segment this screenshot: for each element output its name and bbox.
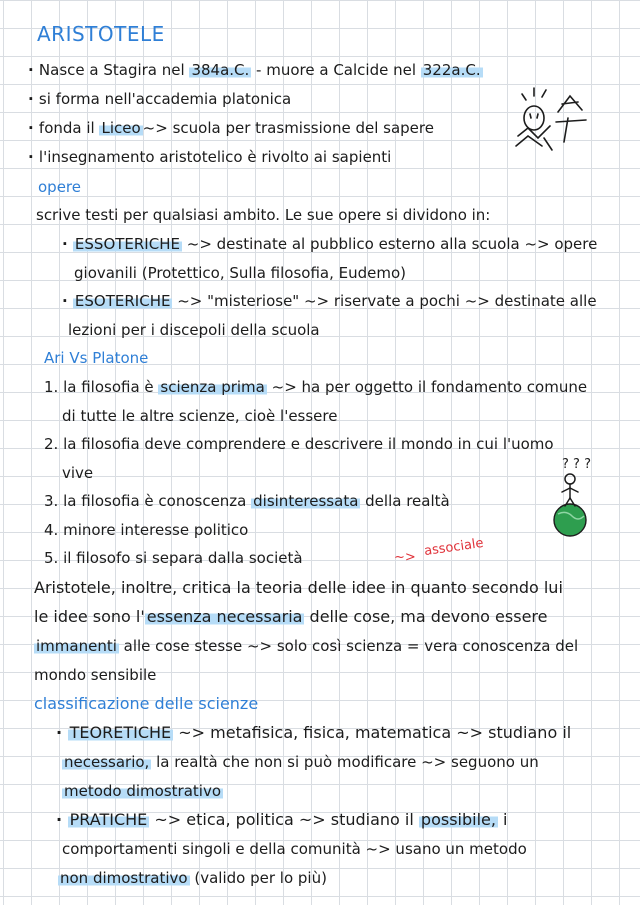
teacher-doodle-icon [508, 82, 592, 154]
teoretiche-line-2: necessario, la realtà che non si può modificare ~> seguono un [64, 753, 539, 771]
intro-line-3: · fonda il Liceo ~> scuola per trasmissione del sapere [28, 119, 434, 137]
intro-line-2: · si forma nell'accademia platonica [28, 90, 292, 108]
associale-arrow: ~> [394, 550, 416, 565]
pratiche-line-2: comportamenti singoli e della comunità ~> usano un metodo [62, 840, 527, 858]
essoteriche-line: · ESSOTERICHE ~> destinate al pubblico esterno alla scuola ~> opere [62, 235, 598, 253]
question-marks: ? ? ? [562, 457, 591, 472]
ari-point-2-cont: vive [62, 464, 94, 482]
ari-point-3: 3. la filosofia è conoscenza disinteressata della realtà [44, 492, 450, 510]
intro-line-1: · Nasce a Stagira nel 384a.C. - muore a Calcide nel 322a.C. [28, 61, 481, 79]
confused-person-globe-icon [540, 470, 600, 538]
essoteriche-line-2: giovanili (Protettico, Sulla filosofia, Eudemo) [74, 264, 407, 282]
pratiche-line-3: non dimostrativo (valido per lo più) [60, 869, 327, 887]
ari-point-1-cont: di tutte le altre scienze, cioè l'essere [62, 407, 338, 425]
opere-heading: opere [38, 178, 81, 196]
critica-line-4: mondo sensibile [34, 666, 157, 684]
ari-point-5: 5. il filosofo si separa dalla società [44, 549, 303, 567]
associale-note: associale [423, 535, 485, 560]
ari-point-2: 2. la filosofia deve comprendere e descrivere il mondo in cui l'uomo [44, 435, 554, 453]
esoteriche-line: · ESOTERICHE ~> "misteriose" ~> riservate a pochi ~> destinate alle [62, 292, 597, 310]
esoteriche-line-2: lezioni per i discepoli della scuola [68, 321, 320, 339]
scienze-heading: classificazione delle scienze [34, 694, 259, 713]
page-title: ARISTOTELE [37, 22, 165, 46]
critica-line-1: Aristotele, inoltre, critica la teoria delle idee in quanto secondo lui [34, 578, 563, 597]
intro-line-4: · l'insegnamento aristotelico è rivolto ai sapienti [28, 148, 392, 166]
ari-point-4: 4. minore interesse politico [44, 521, 249, 539]
opere-intro: scrive testi per qualsiasi ambito. Le sue opere si dividono in: [36, 206, 491, 224]
teoretiche-line: · TEORETICHE ~> metafisica, fisica, matematica ~> studiano il [56, 723, 572, 742]
critica-line-2: le idee sono l' essenza necessaria delle cose, ma devono essere [34, 607, 548, 626]
pratiche-line: · PRATICHE ~> etica, politica ~> studiano il possibile, i [56, 810, 508, 829]
ari-point-1: 1. la filosofia è scienza prima ~> ha per oggetto il fondamento comune [44, 378, 588, 396]
critica-line-3: immanenti alle cose stesse ~> solo così scienza = vera conoscenza del [36, 637, 579, 655]
teoretiche-line-3: metodo dimostrativo [64, 782, 222, 800]
ari-heading: Ari Vs Platone [44, 349, 149, 367]
